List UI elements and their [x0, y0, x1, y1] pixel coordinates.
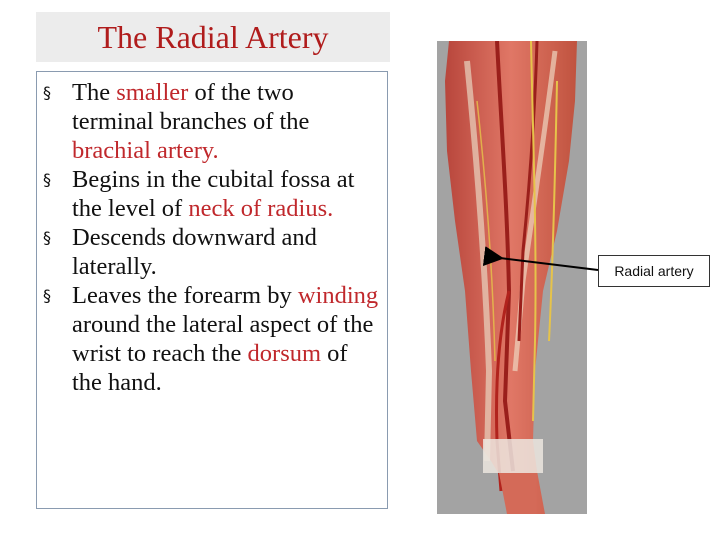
bullet-segment: of the hand.: [72, 340, 348, 396]
slide-title: The Radial Artery: [97, 18, 329, 55]
bullet-segment-highlight: winding: [297, 282, 379, 309]
bullet-icon: §: [43, 228, 51, 247]
bullet-item: [37, 223, 387, 281]
bullet-item: [37, 281, 387, 397]
bullet-item: [37, 78, 387, 165]
bullet-segment: of the two terminal branches of the: [72, 79, 310, 135]
forearm-muscle-drawing: [437, 41, 587, 514]
bullet-segment-highlight: smaller: [116, 79, 189, 106]
bullet-icon: §: [43, 286, 51, 305]
bullet-icon: §: [43, 170, 51, 189]
bullet-segment: The: [72, 79, 117, 106]
bullet-icon: §: [43, 83, 51, 102]
title-box: [36, 12, 390, 62]
bullet-segment: Begins in the cubital fossa at the level of: [72, 166, 355, 222]
callout-label-box: [598, 255, 710, 287]
bullet-segment: Leaves the forearm by: [72, 282, 298, 309]
bullet-segment-highlight: neck of radius.: [188, 195, 334, 222]
content-box: [36, 71, 388, 509]
bullet-list: [37, 72, 387, 397]
bullet-segment-highlight: brachial artery.: [72, 137, 219, 164]
bullet-segment: Descends downward and laterally.: [72, 224, 317, 280]
bullet-segment-highlight: dorsum: [247, 340, 322, 367]
forearm-anatomy-illustration: [437, 41, 587, 514]
bullet-item: [37, 165, 387, 223]
bullet-segment: around the lateral aspect of the wrist to reach the: [72, 311, 374, 367]
callout-label: Radial artery: [614, 263, 694, 279]
